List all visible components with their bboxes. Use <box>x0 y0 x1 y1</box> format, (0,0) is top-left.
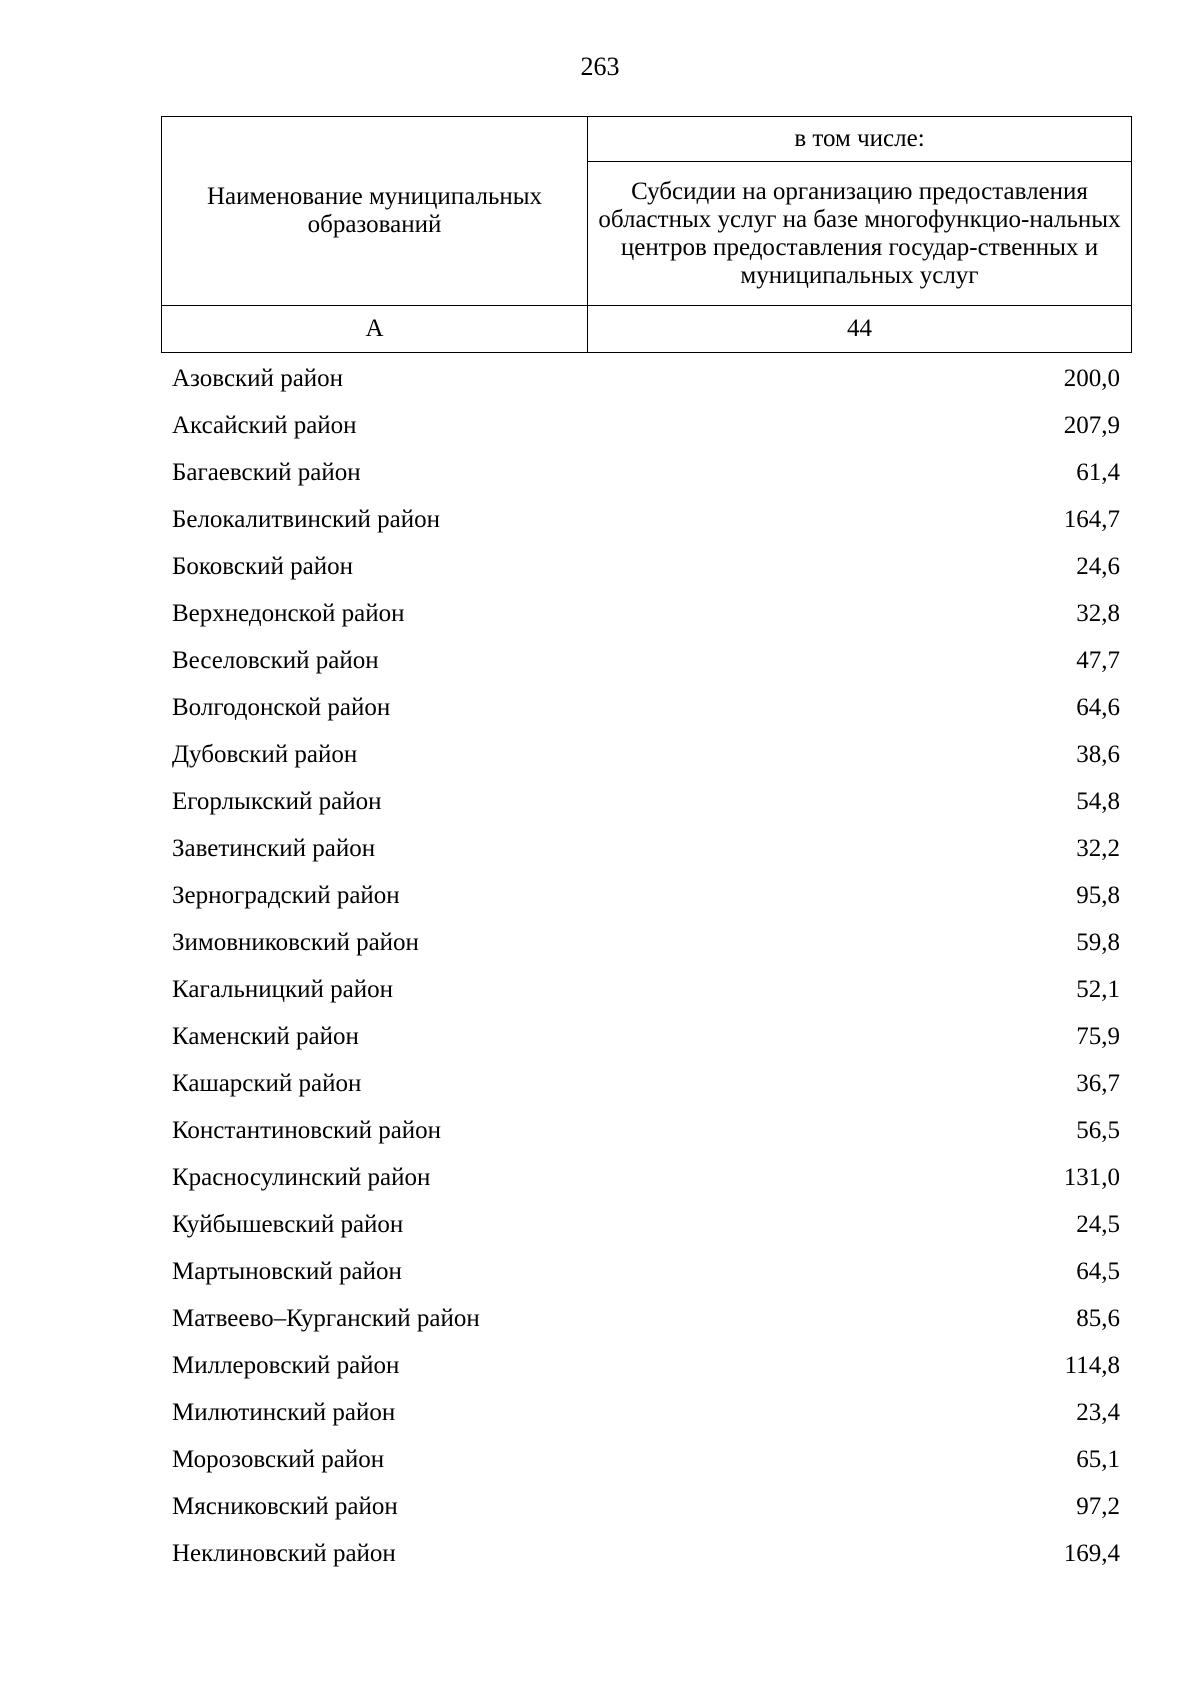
municipality-name: Мясниковский район <box>172 1492 398 1520</box>
subsidy-value: 23,4 <box>1076 1398 1120 1426</box>
municipality-name: Аксайский район <box>172 411 357 439</box>
subsidy-value: 65,1 <box>1076 1445 1120 1473</box>
table-row <box>161 496 1131 543</box>
table-row <box>161 637 1131 684</box>
municipality-name: Верхнедонской район <box>172 599 405 627</box>
subsidy-value: 131,0 <box>1063 1163 1120 1191</box>
table-row <box>161 684 1131 731</box>
table-row <box>161 590 1131 637</box>
subsidy-value: 38,6 <box>1076 740 1120 768</box>
municipality-name: Белокалитвинский район <box>172 505 440 533</box>
subsidy-value: 36,7 <box>1076 1069 1120 1097</box>
header-index-b: 44 <box>588 306 1132 353</box>
table-row <box>161 1389 1131 1436</box>
subsidy-value: 75,9 <box>1076 1022 1120 1050</box>
table-row <box>161 1013 1131 1060</box>
municipality-name: Азовский район <box>172 364 344 392</box>
table-header <box>161 116 1132 353</box>
municipality-name: Константиновский район <box>172 1116 442 1144</box>
table-row <box>161 1530 1131 1577</box>
municipality-name: Куйбышевский район <box>172 1210 404 1238</box>
subsidy-value: 64,6 <box>1076 693 1120 721</box>
table-row <box>161 1154 1131 1201</box>
municipality-name: Матвеево–Курганский район <box>172 1304 480 1332</box>
header-group-label: в том числе: <box>588 117 1132 162</box>
table-row <box>161 355 1131 402</box>
subsidy-value: 164,7 <box>1063 505 1120 533</box>
municipality-name: Кагальницкий район <box>172 975 394 1003</box>
table-row <box>161 825 1131 872</box>
table-row <box>161 1295 1131 1342</box>
subsidy-value: 24,5 <box>1076 1210 1120 1238</box>
subsidy-value: 24,6 <box>1076 552 1120 580</box>
subsidy-value: 114,8 <box>1064 1351 1120 1379</box>
subsidy-value: 85,6 <box>1076 1304 1120 1332</box>
table-row <box>161 1060 1131 1107</box>
municipality-name: Егорлыкский район <box>172 787 382 815</box>
table-row <box>161 543 1131 590</box>
subsidy-value: 32,8 <box>1076 599 1120 627</box>
page-number: 263 <box>580 52 620 81</box>
municipality-name: Мартыновский район <box>172 1257 402 1285</box>
subsidy-value: 32,2 <box>1076 834 1120 862</box>
table-row <box>161 1483 1131 1530</box>
municipality-name: Красносулинский район <box>172 1163 431 1191</box>
municipality-name: Веселовский район <box>172 646 379 674</box>
header-name-column: Наименование муниципальных образований <box>162 117 588 306</box>
subsidy-value: 59,8 <box>1076 928 1120 956</box>
municipality-name: Морозовский район <box>172 1445 385 1473</box>
table-row <box>161 731 1131 778</box>
table-row <box>161 1342 1131 1389</box>
subsidy-value: 207,9 <box>1063 411 1120 439</box>
subsidy-value: 52,1 <box>1076 975 1120 1003</box>
table-row <box>161 778 1131 825</box>
municipality-name: Боковский район <box>172 552 353 580</box>
header-index-a: А <box>162 306 588 353</box>
subsidy-value: 56,5 <box>1076 1116 1120 1144</box>
table-row <box>161 449 1131 496</box>
table-row <box>161 1248 1131 1295</box>
table-row <box>161 402 1131 449</box>
municipality-name: Милютинский район <box>172 1398 396 1426</box>
header-subsidy-column: Субсидии на организацию предоставления областных услуг на базе многофункцио-нальных центров предоставления государ-ственных и муниципальных услуг <box>588 162 1132 306</box>
municipality-name: Зимовниковский район <box>172 928 419 956</box>
table-row <box>161 872 1131 919</box>
municipality-name: Дубовский район <box>172 740 358 768</box>
table-row <box>161 1107 1131 1154</box>
municipality-name: Волгодонской район <box>172 693 391 721</box>
subsidy-value: 97,2 <box>1076 1492 1120 1520</box>
table-row <box>161 966 1131 1013</box>
municipality-name: Зерноградский район <box>172 881 400 909</box>
municipality-name: Каменский район <box>172 1022 359 1050</box>
municipality-name: Кашарский район <box>172 1069 362 1097</box>
subsidy-value: 200,0 <box>1063 364 1120 392</box>
table-row <box>161 1436 1131 1483</box>
table-row <box>161 1201 1131 1248</box>
municipality-name: Багаевский район <box>172 458 361 486</box>
municipality-name: Миллеровский район <box>172 1351 400 1379</box>
subsidy-value: 61,4 <box>1076 458 1120 486</box>
municipality-name: Неклиновский район <box>172 1539 396 1567</box>
table-body <box>161 355 1131 1577</box>
table-row <box>161 919 1131 966</box>
subsidy-value: 95,8 <box>1076 881 1120 909</box>
subsidy-value: 169,4 <box>1063 1539 1120 1567</box>
subsidy-value: 54,8 <box>1076 787 1120 815</box>
subsidy-value: 47,7 <box>1076 646 1120 674</box>
municipality-name: Заветинский район <box>172 834 376 862</box>
subsidy-value: 64,5 <box>1076 1257 1120 1285</box>
